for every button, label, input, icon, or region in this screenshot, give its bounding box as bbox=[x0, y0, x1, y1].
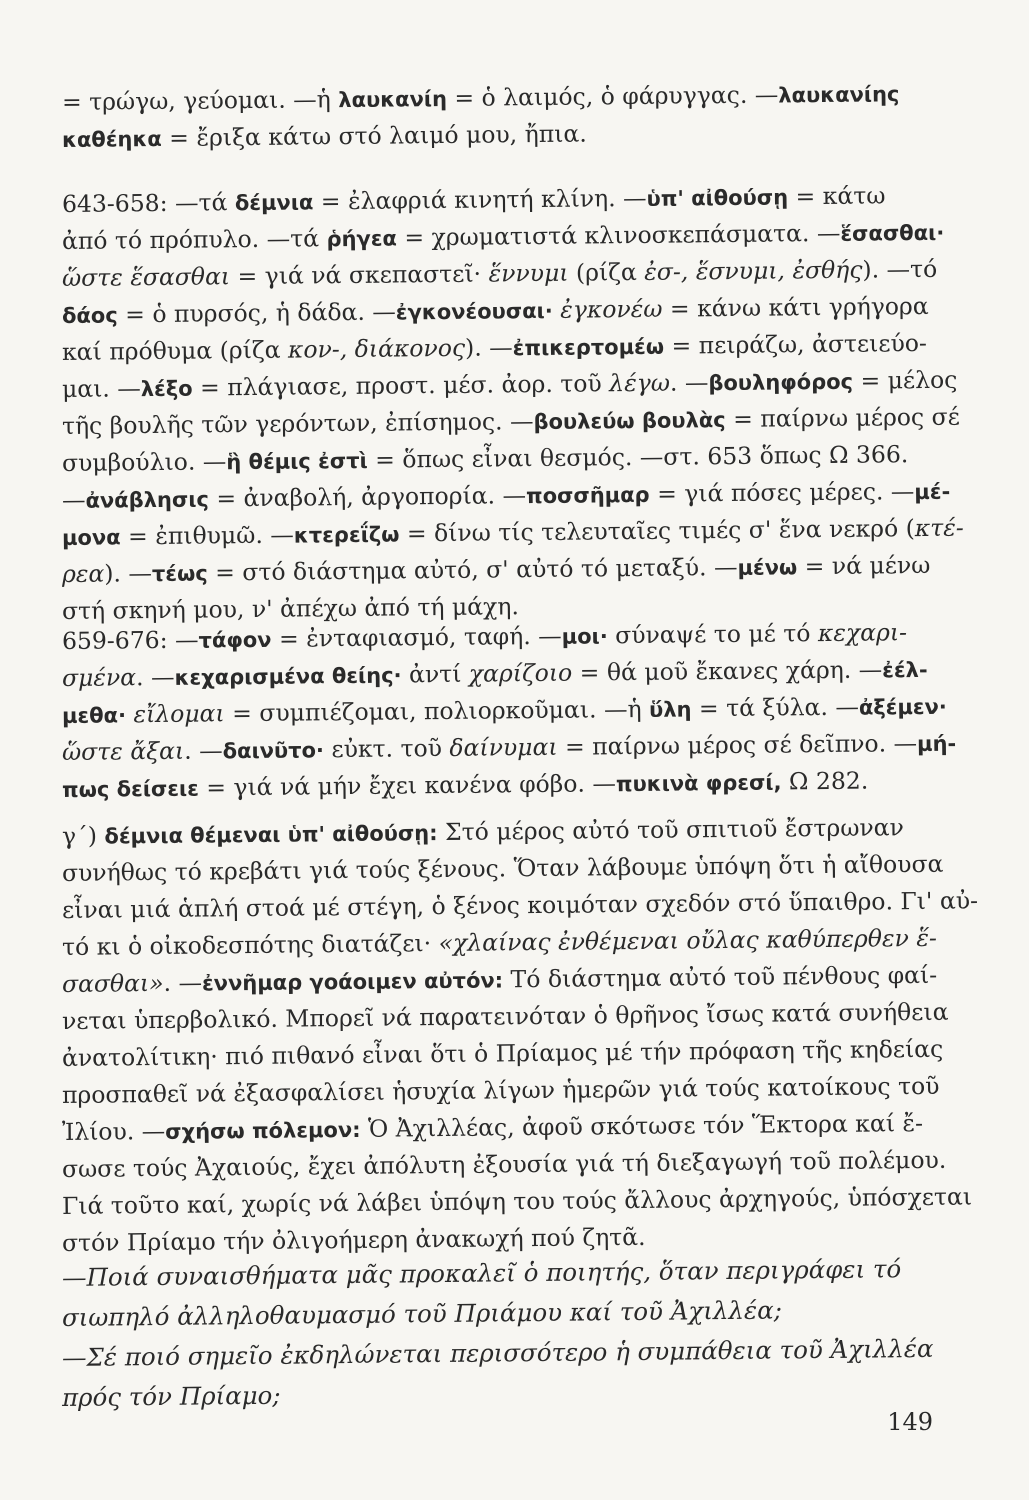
text-run: = πειράζω, ἀστειεύο- bbox=[663, 328, 928, 360]
text-run: 643-658: —τά bbox=[61, 188, 236, 218]
text-run: ). —τό bbox=[862, 254, 938, 284]
text-run: προσπαθεῖ νά ἐξασφαλίσει ἡσυχία λίγων ἡμερῶν γιά τούς κατοίκους τοῦ bbox=[61, 1071, 940, 1109]
headword: ἐγκονέουσαι· bbox=[395, 298, 553, 325]
text-run: ). — bbox=[464, 333, 513, 362]
text-run: νεται ὑπερβολικό. Μπορεῖ νά παρατεινόταν ὁ θρῆνος ἴσως κατά συνήθεια bbox=[61, 997, 949, 1035]
italic-text: δαίνυμαι bbox=[449, 732, 558, 762]
italic-text: χαρίζοιο bbox=[468, 658, 573, 688]
text-run: στόν Πρίαμο τήν ὀλιγοήμερη ἀνακωχή πού ζητᾶ. bbox=[61, 1222, 646, 1257]
headword: ὕλη bbox=[648, 697, 692, 722]
headword: δάος bbox=[61, 303, 118, 328]
italic-text: ἐσ-, ἕσνυμι, ἐσθής bbox=[644, 255, 863, 286]
text-run: στή σκηνή μου, ν' ἀπέχω ἀπό τή μάχη. bbox=[61, 592, 519, 625]
text-run: . — bbox=[669, 368, 709, 397]
text-run: καί πρόθυμα (ρίζα bbox=[61, 335, 289, 366]
headword: δαινῦτο· bbox=[222, 738, 325, 764]
italic-text: ἐγκονέω bbox=[560, 294, 663, 324]
headword: δέμνια θέμεναι ὑπ' αἰθούσῃ: bbox=[104, 821, 438, 849]
headword: ἐπικερτομέω bbox=[512, 334, 665, 361]
glossary-643-658 bbox=[61, 181, 964, 630]
text-run: = ἐπιθυμῶ. — bbox=[120, 520, 294, 551]
headword: μένω bbox=[737, 555, 798, 580]
text-run: τό κι ὁ οἰκοδεσπότης διατάζει· bbox=[61, 929, 439, 961]
text-run: = πλάγιασε, προστ. μέσ. ἀορ. τοῦ bbox=[192, 369, 610, 402]
headword: ἐέλ- bbox=[882, 657, 928, 683]
text-run: = ὁ λαιμός, ὁ φάρυγγας. — bbox=[446, 80, 779, 112]
headword: λαυκανίης bbox=[778, 82, 900, 108]
text-run: —Ποιά συναισθήματα μᾶς προκαλεῖ ὁ ποιητής, ὅταν περιγράφει τό bbox=[61, 1254, 902, 1292]
page-number: 149 bbox=[887, 1408, 933, 1436]
headword: ἣ θέμις ἐστὶ bbox=[226, 448, 368, 475]
text-run: = στό διάστημα αὐτό, σ' αὐτό τό μεταξύ. — bbox=[207, 552, 738, 587]
italic-text: ρεα bbox=[61, 559, 105, 588]
text-run: Γιά τοῦτο καί, χωρίς νά λάβει ὑπόψη του τούς ἄλλους ἀρχηγούς, ὑπόσχεται bbox=[61, 1182, 973, 1220]
text-run: = δίνω τίς τελευταῖες τιμές σ' ἕνα νεκρό ( bbox=[399, 514, 915, 548]
text-run: συνήθως τό κρεβάτι γιά τούς ξένους. Ὅταν λάβουμε ὑπόψη ὅτι ἡ αἴθουσα bbox=[61, 849, 944, 887]
text-run: = γιά πόσες μέρες. — bbox=[649, 477, 915, 508]
text-run: εἶναι μιά ἁπλή στοά μέ στέγη, ὁ ξένος κοιμόταν σχεδόν στό ὕπαιθρο. Γι' αὐ- bbox=[61, 886, 979, 924]
text-run: . — bbox=[135, 662, 175, 692]
text-run: = ἔριξα κάτω στό λαιμό μου, ἤπια. bbox=[161, 119, 587, 152]
text-run: — bbox=[61, 485, 86, 514]
text-run: εὐκτ. τοῦ bbox=[323, 733, 450, 764]
text-run: πρός τόν Πρίαμο; bbox=[61, 1380, 281, 1412]
text-run: . — bbox=[184, 736, 223, 765]
text-run: = νά μένω bbox=[797, 550, 931, 581]
headword: ῥήγεα bbox=[326, 226, 398, 252]
text-run: 659-676: — bbox=[61, 625, 199, 655]
text-run: (ρίζα bbox=[568, 257, 645, 287]
text-run: . — bbox=[163, 968, 203, 997]
headword: ὑπ' αἰθούσῃ bbox=[646, 185, 789, 211]
glossary-659-676 bbox=[61, 618, 957, 808]
text-line bbox=[62, 112, 942, 158]
text-run: Τό διάστημα αὐτό τοῦ πένθους φαί- bbox=[502, 960, 938, 994]
headword: κεχαρισμένα θείης· bbox=[174, 663, 402, 690]
text-run: = γιά νά σκεπαστεῖ· bbox=[229, 259, 489, 291]
headword: μεθα· bbox=[61, 703, 127, 728]
text-run: = μέλος bbox=[852, 365, 958, 395]
study-questions bbox=[61, 1254, 942, 1418]
italic-text: ἕννυμι bbox=[488, 258, 569, 288]
text-run: ἀντί bbox=[401, 659, 469, 689]
text-run: μαι. — bbox=[61, 374, 141, 403]
headword: καθέηκα bbox=[61, 126, 162, 152]
text-run: = θά μοῦ ἔκανες χάρη. — bbox=[572, 655, 883, 687]
headword: βουλεύω βουλὰς bbox=[533, 408, 726, 435]
text-run: γ΄) bbox=[61, 821, 105, 850]
text-run: = κάτω bbox=[787, 181, 886, 211]
text-run: = ἀναβολή, ἀργοπορία. — bbox=[208, 481, 527, 513]
text-run: = τά ξύλα. — bbox=[691, 692, 860, 723]
headword: μέ- bbox=[914, 479, 951, 505]
italic-text: κεχαρι- bbox=[817, 618, 908, 648]
text-line bbox=[62, 762, 942, 808]
headword: κτερεΐζω bbox=[293, 522, 400, 548]
text-run: —Σέ ποιό σημεῖο ἐκδηλώνεται περισσότερο ἡ συμπάθεια τοῦ Ἀχιλλέα bbox=[61, 1333, 934, 1372]
text-run: = κάνω κάτι γρήγορα bbox=[662, 291, 929, 323]
text-line bbox=[62, 1369, 942, 1418]
text-run: ἀνατολίτικη· πιό πιθανό εἶναι ὅτι ὁ Πρίαμος μέ τήν πρόφαση τῆς κηδείας bbox=[61, 1034, 944, 1072]
headword: δέμνια bbox=[234, 190, 314, 216]
text-run: = τρώγω, γεύομαι. —ἡ bbox=[61, 85, 339, 116]
text-run: = χρωματιστά κλινοσκεπάσματα. — bbox=[396, 218, 841, 252]
text-run: Ὁ Ἀχιλλέας, ἀφοῦ σκότωσε τόν Ἕκτορα καί ἔ- bbox=[360, 1108, 924, 1143]
text-run: = συμπιέζομαι, πολιορκοῦμαι. —ἡ bbox=[224, 694, 650, 728]
italic-text: εἴλομαι bbox=[133, 699, 225, 729]
text-run: τῆς βουλῆς τῶν γερόντων, ἐπίσημος. — bbox=[61, 407, 534, 440]
headword: πυκινὰ φρεσί, bbox=[615, 770, 782, 797]
glossary-continuation bbox=[61, 80, 942, 158]
text-run: = ἐνταφιασμό, ταφή. — bbox=[271, 621, 562, 653]
headword: πως δείσειε bbox=[61, 776, 199, 802]
text-run: σιωπηλό ἀλληλοθαυμασμό τοῦ Πριάμου καί τοῦ Ἀχιλλέα; bbox=[61, 1295, 783, 1332]
text-run: ἀπό τό πρόπυλο. —τά bbox=[61, 224, 327, 255]
commentary-paragraph bbox=[61, 813, 979, 1262]
italic-text: κον-, διάκονος bbox=[287, 333, 466, 364]
headword: λαυκανίη bbox=[338, 86, 448, 113]
headword: βουληφόρος bbox=[708, 369, 854, 396]
text-run: σύναψέ το μέ τό bbox=[607, 619, 819, 650]
text-run: = γιά νά μήν ἔχει κανένα φόβο. — bbox=[198, 769, 617, 802]
headword: σχήσω πόλεμον: bbox=[165, 1117, 361, 1144]
italic-text: «χλαίνας ἐνθέμεναι οὔλας καθύπερθεν ἕ- bbox=[438, 923, 937, 958]
headword: ποσσῆμαρ bbox=[525, 482, 650, 509]
headword: μοι· bbox=[561, 624, 608, 649]
headword: μή- bbox=[916, 731, 957, 757]
text-run: = παίρνω μέρος σέ δεῖπνο. — bbox=[557, 729, 918, 761]
headword: ἕσασθαι· bbox=[840, 220, 945, 246]
headword: τέως bbox=[151, 561, 208, 587]
italic-text: κτέ- bbox=[914, 513, 964, 543]
headword: λέξο bbox=[140, 376, 193, 402]
text-run: ). — bbox=[104, 559, 153, 588]
headword: τάφον bbox=[198, 627, 272, 653]
headword: ἐννῆμαρ γοάοιμεν αὐτόν: bbox=[201, 968, 504, 996]
italic-text: ὥστε ἄξαι bbox=[61, 736, 185, 766]
italic-text: ὥστε ἕσασθαι bbox=[61, 262, 231, 292]
italic-text: σμένα bbox=[61, 663, 137, 692]
text-run: = ἐλαφριά κινητή κλίνη. — bbox=[313, 183, 647, 216]
text-run: = παίρνω μέρος σέ bbox=[725, 402, 960, 434]
headword: ἀξέμεν· bbox=[858, 694, 947, 720]
italic-text: λέγω bbox=[609, 368, 671, 398]
headword: ἀνάβλησις bbox=[85, 487, 210, 513]
text-run: σωσε τούς Ἀχαιούς, ἔχει ἀπόλυτη ἐξουσία γιά τή διεξαγωγή τοῦ πολέμου. bbox=[61, 1145, 947, 1183]
text-run: Ω 282. bbox=[781, 766, 869, 796]
italic-text: σασθαι» bbox=[61, 968, 164, 998]
text-run: Στό μέρος αὐτό τοῦ σπιτιοῦ ἔστρωναν bbox=[437, 813, 905, 847]
text-run: = ὅπως εἶναι θεσμός. —στ. 653 ὅπως Ω 366. bbox=[367, 440, 909, 474]
text-run: Ἰλίου. — bbox=[61, 1116, 166, 1146]
headword: μονα bbox=[61, 525, 121, 550]
text-run: = ὁ πυρσός, ἡ δάδα. — bbox=[117, 297, 396, 329]
text-run: συμβούλιο. — bbox=[61, 447, 227, 477]
